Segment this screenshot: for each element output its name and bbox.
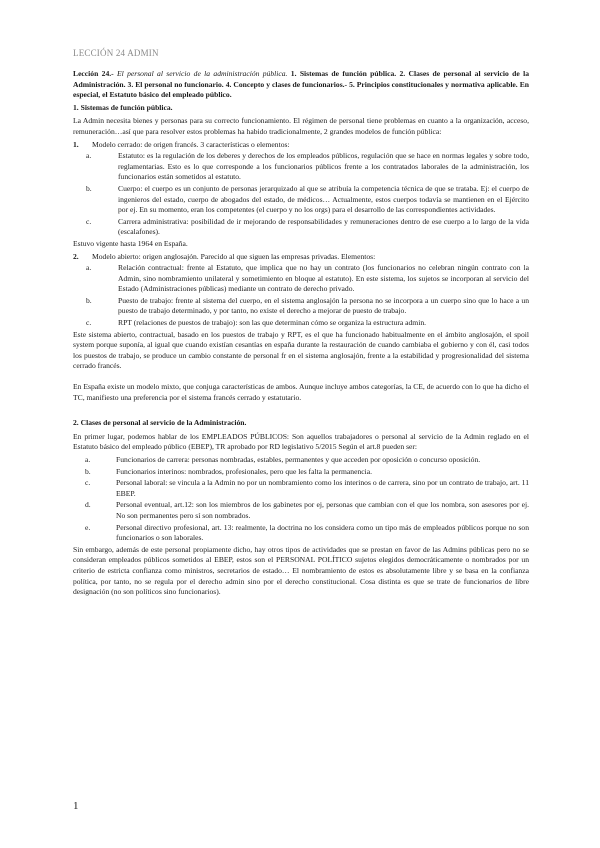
list-item-text: Funcionarios interinos: nombrados, profesionales, pero que les falta la permanencia. <box>116 466 372 476</box>
list-marker: a. <box>86 151 92 161</box>
list-item <box>73 467 529 478</box>
list-item-text: RPT (relaciones de puestos de trabajo): son las que determinan cómo se organiza la estructura admin. <box>118 318 427 328</box>
list-item-text: Personal laboral: se vincula a la Admin no por un nombramiento como los interinos o de carrera, sino por un contrato de trabajo, art. 11 EBEP. <box>116 478 529 498</box>
list-marker: c. <box>85 478 91 488</box>
list-item <box>73 500 529 521</box>
section-2-heading: 2. Clases de personal al servicio de la Administración. <box>73 418 247 428</box>
model-open <box>73 252 529 263</box>
employee-types-list <box>73 455 529 544</box>
list-item <box>73 455 529 466</box>
model-open-text: Modelo abierto: origen anglosajón. Parecido al que siguen las empresas privadas. Elementos: <box>92 251 376 261</box>
lesson-italic-title: El personal al servicio de la administración pública. <box>113 69 288 78</box>
list-marker: c. <box>86 216 92 226</box>
closed-model-elements <box>73 151 529 238</box>
list-marker: b. <box>86 183 92 193</box>
lesson-label: Lección 24.- <box>73 69 114 78</box>
list-item <box>73 318 529 329</box>
list-item <box>73 523 529 544</box>
list-marker: 1. <box>73 139 79 149</box>
open-model-elements <box>73 263 529 329</box>
list-item <box>73 151 529 183</box>
section-1-intro: La Admin necesita bienes y personas para su correcto funcionamiento. El régimen de personal tiene problemas en cuanto a la organización, acceso, remuneración…así que para resolver estos problemas ha habido tradicionalmente, 2 grandes modelos de función pública: <box>73 116 529 136</box>
list-marker: a. <box>85 455 91 464</box>
validity-note: Estuvo vigente hasta 1964 en España. <box>73 238 188 248</box>
list-item-text: Personal eventual, art.12: son los miembros de los gabinetes por ej, personas que cambian con el que los nombra, son asesores por ej. No son permanentes pero sí son nombrados. <box>116 500 529 520</box>
list-item-text: Funcionarios de carrera: personas nombradas, estables, permanentes y que acceden por oposición o concurso oposición. <box>116 455 481 464</box>
list-item-text: Relación contractual: frente al Estatuto, que implica que no hay un contrato (los funcionarios no celebran ningún contrato con la Admin, sino nombramiento unilateral y sometimiento en bloque al estatuto). En este sistema, los sujetos se incorporan al servicio del Estado (Administraciones públicas) mediante un contrato de derecho privado. <box>118 263 529 294</box>
lesson-topics: 1. Sistemas de función pública. 2. Clases de personal al servicio de la Administración. 3. El personal no funcionario. 4. Concepto y clases de funcionarios.- 5. Principios constitucionales y normativa aplicable. En especial, el Estatuto básico del empleado público. <box>73 69 529 100</box>
list-item-text: Carrera administrativa: posibilidad de ir mejorando de responsabilidades y remuneraciones dentro de ese cuerpo a lo largo de la vida (escalafones). <box>118 216 529 237</box>
section-1-heading: 1. Sistemas de función pública. <box>73 102 173 112</box>
spain-mixed-model-paragraph: En España existe un modelo mixto, que conjuga características de ambos. Aunque incluye ambos categorías, la CE, de acuerdo con lo que ha dicho el TC, manifiesto una preferencia por el sistema francés cerrado y estatutario. <box>73 382 529 402</box>
document-body <box>73 69 529 600</box>
page-number: 1 <box>73 800 79 812</box>
list-marker: a. <box>86 263 92 273</box>
list-marker: b. <box>85 466 91 476</box>
model-closed <box>73 140 529 151</box>
section-2-intro: En primer lugar, podemos hablar de los EMPLEADOS PÚBLICOS: Son aquellos trabajadores o personal al servicio de la Admin reglado en el Estatuto básico del empleado público (EBEP), TR aprobado por RD legislativo 5/2015 Según el art.8 pueden ser: <box>73 431 529 452</box>
list-item <box>73 184 529 216</box>
list-item-text: Personal directivo profesional, art. 13: realmente, la doctrina no los considera como un tipo más de empleados públicos porque no son funcionarios o son laborales. <box>116 522 529 543</box>
list-marker: 2. <box>73 251 79 261</box>
open-system-paragraph: Este sistema abierto, contractual, basado en los puestos de trabajo y RPT, es el que ha funcionado habitualmente en el ámbito anglosajón, el spoil system porque suponía, al igual que cuando existían cesantías en españa durante la restauración de cuando cambiaba el gobierno y con él, casi todos los puestos de trabajo, se produce un cambio constante de personal fr en el sistema anglosajón, frente a la estabilidad y progresionalidad del sistema cerrado francés. <box>73 329 529 371</box>
model-closed-text: Modelo cerrado: de origen francés. 3 características o elementos: <box>92 139 290 149</box>
list-item <box>73 478 529 499</box>
list-marker: b. <box>86 295 92 305</box>
list-item <box>73 263 529 295</box>
running-header: LECCIÓN 24 ADMIN <box>73 48 159 58</box>
list-marker: c. <box>86 318 92 328</box>
list-item-text: Estatuto: es la regulación de los deberes y derechos de los empleados públicos, regulación que se hace en normas legales y sobre todo, reglamentarias. Esto es lo que corresponde a los funcionarios públicos frente a los contratados laborales de la administración, los funcionarios están sometidos al estatuto. <box>118 151 529 182</box>
list-marker: e. <box>85 522 91 532</box>
list-item-text: Puesto de trabajo: frente al sistema del cuerpo, en el sistema anglosajón la persona no se incorpora a un cuerpo sino que lo hace a un puesto de trabajo determinado, y por tanto, no existe el derecho a mejorar de puesto de trabajo. <box>118 295 529 316</box>
list-item <box>73 296 529 317</box>
lesson-title <box>73 69 529 101</box>
political-personnel-paragraph: Sin embargo, además de este personal propiamente dicho, hay otros tipos de actividades que se prestan en favor de las Admins públicas pero no se consideran empleados públicos sometidos al EBEP, estos son el PERSONAL POLÍTICO sujetos elegidos democráticamente o nombrados por un criterio de estricta confianza como ministros, secretarios de estado… El nombramiento de estos es absolutamente libre y se basa en la confianza política, por tanto, no se regula por el derecho admin sino por el derecho constitucional. Cosa distinta es que se trate de funcionarios de libre designación (no son políticos sino funcionarios). <box>73 544 529 597</box>
list-item <box>73 217 529 238</box>
list-item-text: Cuerpo: el cuerpo es un conjunto de personas jerarquizado al que se atribuía la competencia técnica de que se trataba. Ej: el cuerpo de ingenieros del estado, cuerpo de abogados del estado, de médicos… Actualmente, estos cuerpos todavía se mantienen en el Ejército por ej. En su momento, eran los competentes (el cuerpo y no los orgs) para el desarrollo de las correspondientes actividades. <box>118 183 529 215</box>
list-marker: d. <box>85 500 91 510</box>
